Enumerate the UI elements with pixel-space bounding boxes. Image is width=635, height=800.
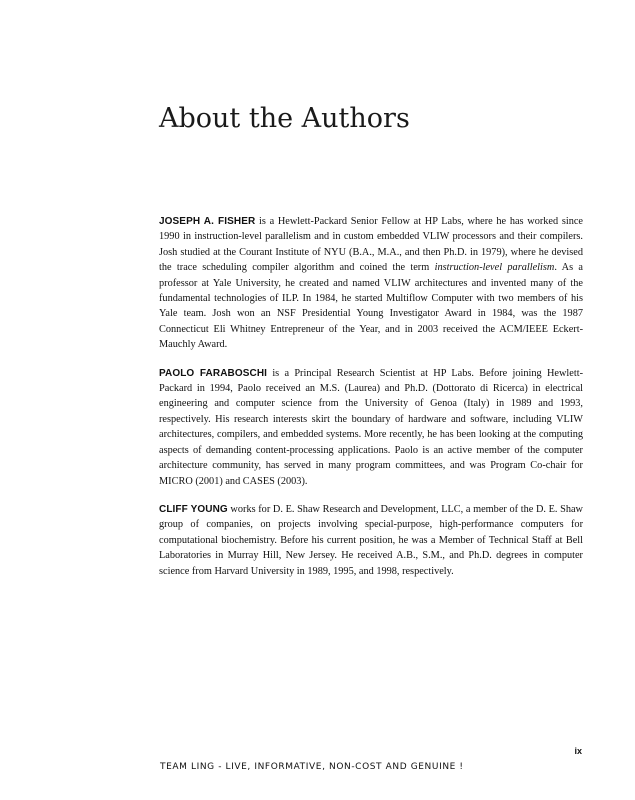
- author-bio-young: [159, 502, 583, 579]
- author-name: CLIFF YOUNG: [159, 503, 228, 515]
- emphasized-term: instruction-level parallelism: [434, 262, 555, 274]
- author-bio-text: . As a professor at Yale University, he created and named VLIW architectures and invented many of the fundamental technologies of ILP. In 1984, he started Multiflow Computer with two members of his Yale team. Josh won an NSF Presidential Young Investigator Award in 1984, was the 1987 Connecticut Eli Whitney Entrepreneur of the Year, and in 2003 received the ACM/IEEE Eckert-Mauchly Award.: [159, 262, 583, 351]
- footer-banner: TEAM LING - LIVE, INFORMATIVE, NON-COST AND GENUINE !: [160, 762, 464, 772]
- author-name: JOSEPH A. FISHER: [159, 216, 256, 227]
- author-bio-text: is a Hewlett-Packard Senior Fellow at HP Labs, where he has worked since 1990 in instruction-level parallelism and in custom embedded VLIW processors and their compilers. Josh studied at the Courant Institute of NYU (B.A., M.A., and then Ph.D. in 1979), where he devised the trace scheduling compiler algorithm and coined the term: [159, 216, 584, 274]
- author-bios: [159, 214, 583, 592]
- author-bio-text: works for D. E. Shaw Research and Development, LLC, a member of the D. E. Shaw group of companies, on projects involving special-purpose, high-performance computers for computational biochemistry. Before his current position, he was a Member of Technical Staff at Bell Laboratories in Murray Hill, New Jersey. He received A.B., S.M., and Ph.D. degrees in computer science from Harvard University in 1989, 1995, and 1998, respectively.: [159, 503, 583, 577]
- author-bio-fisher: [159, 214, 583, 353]
- page-title: About the Authors: [159, 103, 410, 134]
- author-bio-text: is a Principal Research Scientist at HP Labs. Before joining Hewlett-Packard in 1994, Paolo received an M.S. (Laurea) and Ph.D. (Dottorato di Ricerca) in electrical engineering and computer science from the University of Genoa (Italy) in 1989 and 1993, respectively. His research interests skirt the boundary of hardware and software, including VLIW architectures, compilers, and embedded systems. More recently, he has been looking at the computing aspects of demanding content-processing applications. Paolo is an active member of the computer architecture community, has served in many program committees, and was Program Co-chair for MICRO (2001) and CASES (2003).: [159, 367, 583, 487]
- author-name: PAOLO FARABOSCHI: [159, 367, 268, 379]
- author-bio-faraboschi: [159, 366, 583, 489]
- page-number: ix: [574, 746, 582, 756]
